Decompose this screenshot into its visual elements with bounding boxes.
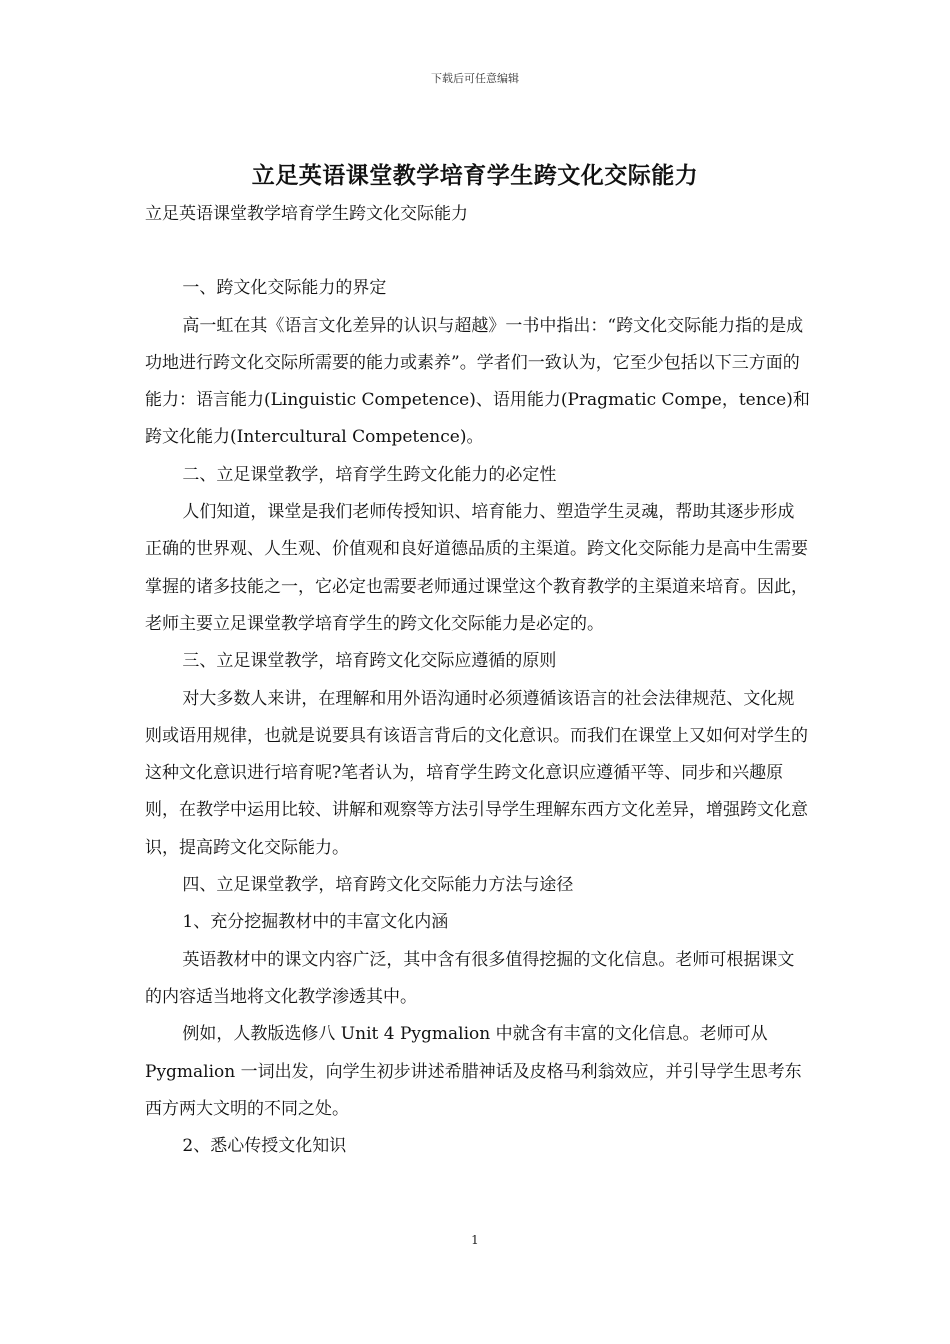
paragraph: 对大多数人来讲，在理解和用外语沟通时必须遵循该语言的社会法律规范、文化规则或语用规律，也就是说要具有该语言背后的文化意识。而我们在课堂上又如何对学生的这种文化意识进行培育呢?笔者认为，培育学生跨文化意识应遵循平等、同步和兴趣原则，在教学中运用比较、讲解和观察等方法引导学生理解东西方文化差异，增强跨文化意识，提高跨文化交际能力。 xyxy=(145,688,808,858)
paragraph: 例如，人教版选修八 Unit 4 Pygmalion 中就含有丰富的文化信息。老师可从 Pygmalion 一词出发，向学生初步讲述希腊神话及皮格马利翁效应，并引导学生思考东西方两大文明的不同之处。 xyxy=(145,1024,802,1119)
subsection-heading-2: 2、悉心传授文化知识 xyxy=(182,1136,347,1157)
document-title: 立足英语课堂教学培育学生跨文化交际能力 xyxy=(251,162,699,189)
section-heading-3: 三、立足课堂教学，培育跨文化交际应遵循的原则 xyxy=(182,651,557,672)
document-body xyxy=(145,196,810,1165)
blank-line xyxy=(145,233,810,270)
section-heading-4: 四、立足课堂教学，培育跨文化交际能力方法与途径 xyxy=(182,875,574,896)
paragraph: 高一虹在其《语言文化差异的认识与超越》一书中指出：“跨文化交际能力指的是成功地进行跨文化交际所需要的能力或素养”。学者们一致认为，它至少包括以下三方面的能力：语言能力(Linguistic Competence)、语用能力(Pragmatic Compe，tence)和跨文化能力(Intercultural Competence)。 xyxy=(145,315,810,448)
section-heading-1: 一、跨文化交际能力的界定 xyxy=(182,278,387,299)
paragraph: 英语教材中的课文内容广泛，其中含有很多值得挖掘的文化信息。老师可根据课文的内容适当地将文化教学渗透其中。 xyxy=(145,949,795,1007)
subtitle: 立足英语课堂教学培育学生跨文化交际能力 xyxy=(145,204,468,224)
subsection-heading-1: 1、充分挖掘教材中的丰富文化内涵 xyxy=(182,912,449,933)
section-heading-2: 二、立足课堂教学，培育学生跨文化能力的必定性 xyxy=(182,464,557,485)
paragraph: 人们知道，课堂是我们老师传授知识、培育能力、塑造学生灵魂，帮助其逐步形成正确的世界观、人生观、价值观和良好道德品质的主渠道。跨文化交际能力是高中生需要掌握的诸多技能之一，它必定也需要老师通过课堂这个教育教学的主渠道来培育。因此，老师主要立足课堂教学培育学生的跨文化交际能力是必定的。 xyxy=(145,502,808,634)
page-number: 1 xyxy=(471,1233,479,1247)
page-header: 下载后可任意编辑 xyxy=(431,72,519,85)
